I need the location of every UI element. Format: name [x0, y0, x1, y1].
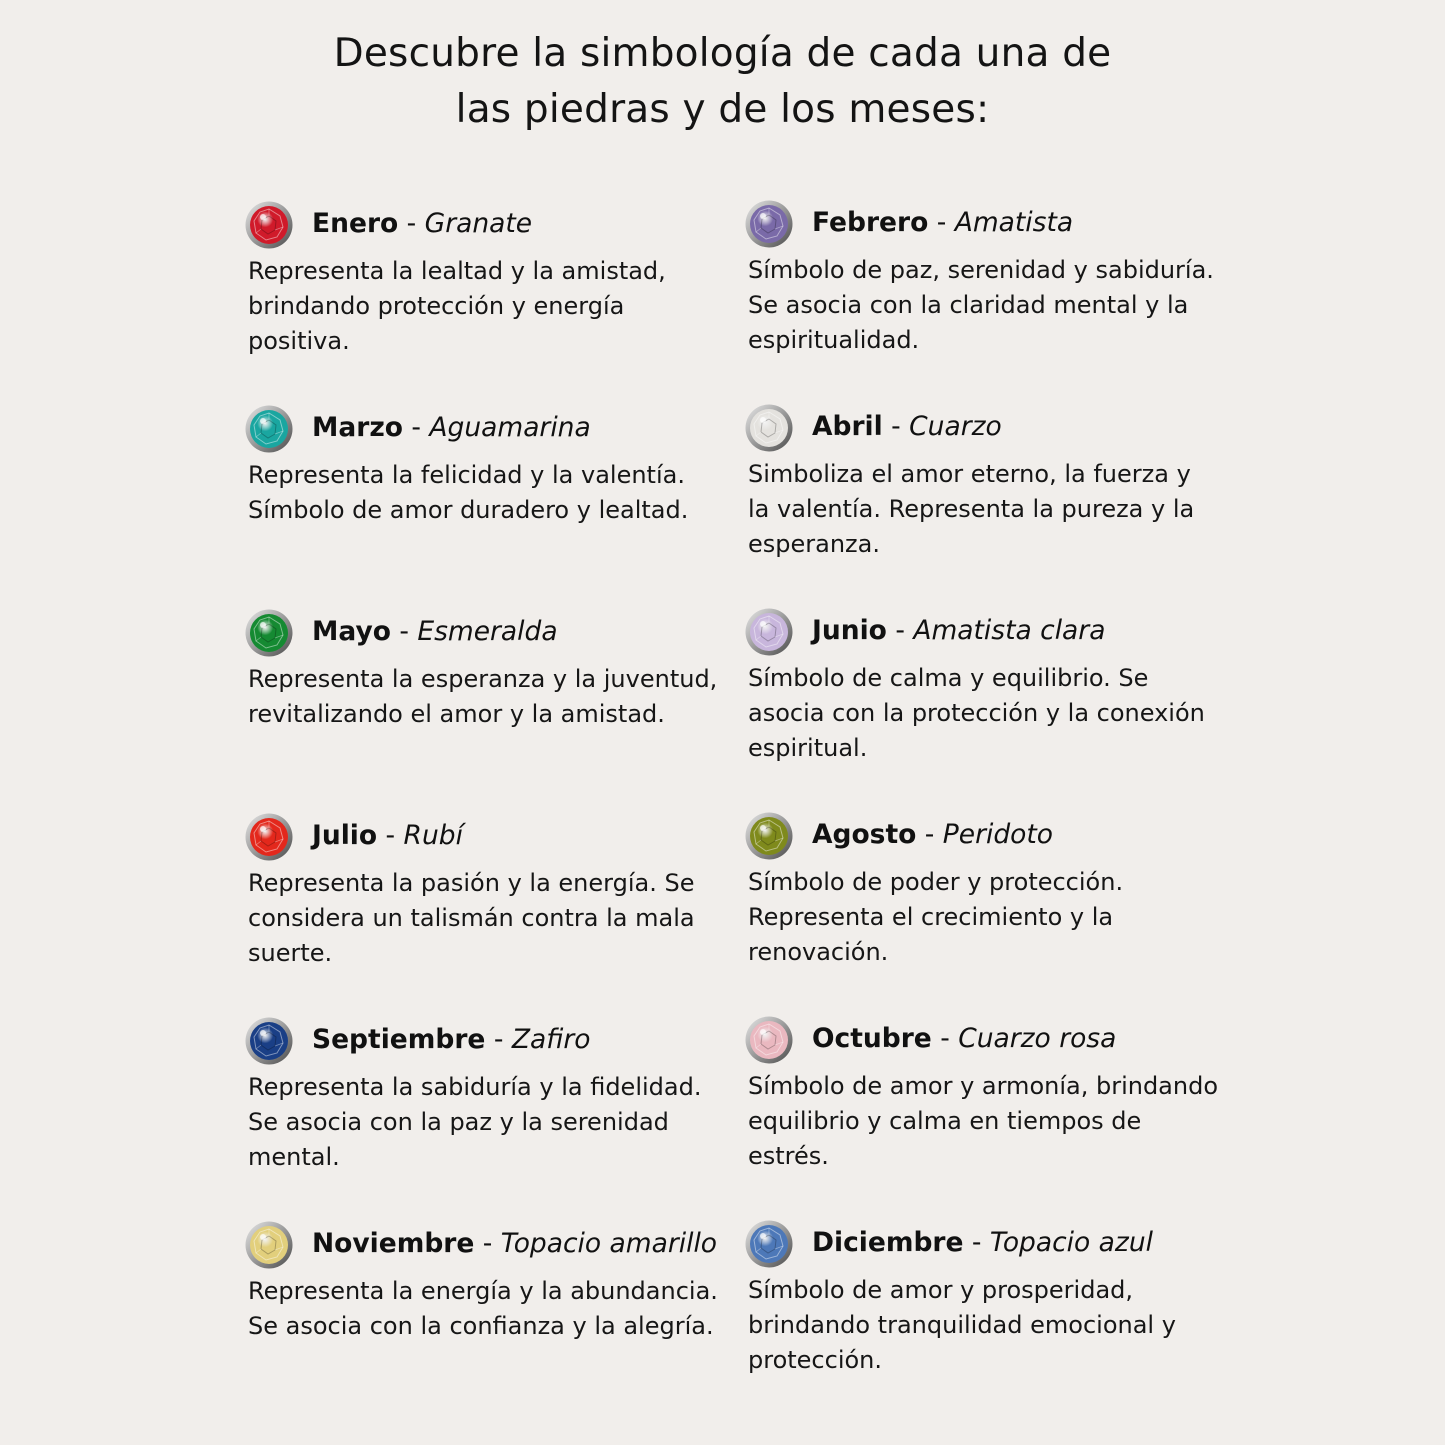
- birthstone-entry-septiembre: [248, 1024, 718, 1175]
- stone-name: Aguamarina: [429, 412, 591, 443]
- gem-icon: [244, 1220, 294, 1270]
- gem-icon: [744, 811, 794, 861]
- stone-name: Zafiro: [511, 1024, 591, 1055]
- stone-name: Cuarzo: [909, 411, 1002, 442]
- separator: -: [936, 207, 947, 238]
- birthstone-entry-febrero: [748, 207, 1218, 358]
- stone-name: Granate: [424, 208, 533, 239]
- stone-name: Topacio azul: [989, 1227, 1153, 1258]
- month-name: Julio: [312, 820, 378, 851]
- stone-description: Símbolo de amor y armonía, brindando equilibrio y calma en tiempos de estrés.: [748, 1072, 1219, 1170]
- stone-description: Simboliza el amor eterno, la fuerza y la valentía. Representa la pureza y la esperanza.: [748, 460, 1195, 558]
- birthstone-entry-enero: [248, 208, 718, 359]
- separator: -: [482, 1228, 493, 1259]
- month-name: Junio: [812, 615, 887, 646]
- gem-icon: [244, 200, 294, 250]
- entry-heading: [312, 412, 718, 444]
- separator: -: [399, 616, 409, 647]
- separator: -: [971, 1227, 982, 1258]
- stone-name: Amatista clara: [913, 615, 1106, 646]
- birthstone-entry-julio: [248, 820, 718, 971]
- stone-description: Representa la energía y la abundancia. Se asocia con la confianza y la alegría.: [248, 1277, 718, 1340]
- stone-name: Topacio amarillo: [500, 1228, 718, 1259]
- month-name: Febrero: [812, 207, 929, 238]
- stone-name: Esmeralda: [417, 616, 558, 647]
- entry-heading: [312, 1024, 718, 1056]
- separator: -: [493, 1024, 504, 1055]
- entry-heading: [812, 615, 1218, 647]
- gem-icon: [244, 1016, 294, 1066]
- stone-description: Representa la lealtad y la amistad, brindando protección y energía positiva.: [248, 257, 666, 355]
- birthstone-entry-noviembre: [248, 1228, 718, 1344]
- entry-heading: [312, 208, 718, 240]
- separator: -: [385, 820, 396, 851]
- month-name: Marzo: [312, 412, 403, 443]
- gem-icon: [744, 1015, 794, 1065]
- birthstone-entry-diciembre: [748, 1227, 1218, 1378]
- birthstone-entry-junio: [748, 615, 1218, 766]
- entry-heading: [812, 819, 1218, 851]
- gem-icon: [744, 199, 794, 249]
- entry-heading: [312, 616, 718, 648]
- stone-description: Símbolo de calma y equilibrio. Se asocia con la protección y la conexión espiritual.: [748, 664, 1205, 762]
- stone-description: Representa la sabiduría y la fidelidad. Se asocia con la paz y la serenidad mental.: [248, 1073, 702, 1171]
- stone-description: Símbolo de poder y protección. Representa el crecimiento y la renovación.: [748, 868, 1124, 966]
- entry-heading: [812, 1227, 1218, 1259]
- separator: -: [895, 615, 905, 646]
- month-name: Agosto: [812, 819, 917, 850]
- separator: -: [940, 1023, 950, 1054]
- page-title-line-2: las piedras y de los meses:: [455, 87, 990, 132]
- month-name: Noviembre: [312, 1228, 475, 1259]
- month-name: Enero: [312, 208, 399, 239]
- page-title-line-1: Descubre la simbología de cada una de: [333, 31, 1112, 76]
- month-name: Mayo: [312, 616, 391, 647]
- stone-name: Peridoto: [942, 819, 1053, 850]
- month-name: Octubre: [812, 1023, 932, 1054]
- separator: -: [891, 411, 901, 442]
- stone-description: Símbolo de amor y prosperidad, brindando tranquilidad emocional y protección.: [748, 1276, 1176, 1374]
- birthstone-entry-abril: [748, 411, 1218, 562]
- stone-description: Símbolo de paz, serenidad y sabiduría. Se asocia con la claridad mental y la espiritualidad.: [748, 256, 1214, 354]
- month-name: Abril: [812, 411, 883, 442]
- gem-icon: [244, 608, 294, 658]
- stone-description: Representa la esperanza y la juventud, revitalizando el amor y la amistad.: [248, 665, 718, 728]
- gem-icon: [244, 404, 294, 454]
- gem-icon: [744, 403, 794, 453]
- page-title: [0, 26, 1445, 138]
- birthstone-entry-mayo: [248, 616, 718, 732]
- month-name: Diciembre: [812, 1227, 964, 1258]
- month-name: Septiembre: [312, 1024, 486, 1055]
- separator: -: [406, 208, 417, 239]
- birthstone-entry-agosto: [748, 819, 1218, 970]
- birthstone-entry-marzo: [248, 412, 718, 528]
- separator: -: [411, 412, 421, 443]
- entry-heading: [812, 411, 1218, 443]
- entry-heading: [312, 1228, 718, 1260]
- entry-heading: [312, 820, 718, 852]
- gem-icon: [744, 1219, 794, 1269]
- stone-name: Cuarzo rosa: [958, 1023, 1117, 1054]
- stone-name: Amatista: [954, 207, 1074, 238]
- stone-description: Representa la felicidad y la valentía. Símbolo de amor duradero y lealtad.: [248, 461, 689, 524]
- stone-name: Rubí: [403, 820, 463, 851]
- gem-icon: [244, 812, 294, 862]
- stone-description: Representa la pasión y la energía. Se considera un talismán contra la mala suerte.: [248, 869, 695, 967]
- birthstone-entry-octubre: [748, 1023, 1218, 1174]
- entry-heading: [812, 1023, 1218, 1055]
- gem-icon: [744, 607, 794, 657]
- separator: -: [924, 819, 935, 850]
- entry-heading: [812, 207, 1218, 239]
